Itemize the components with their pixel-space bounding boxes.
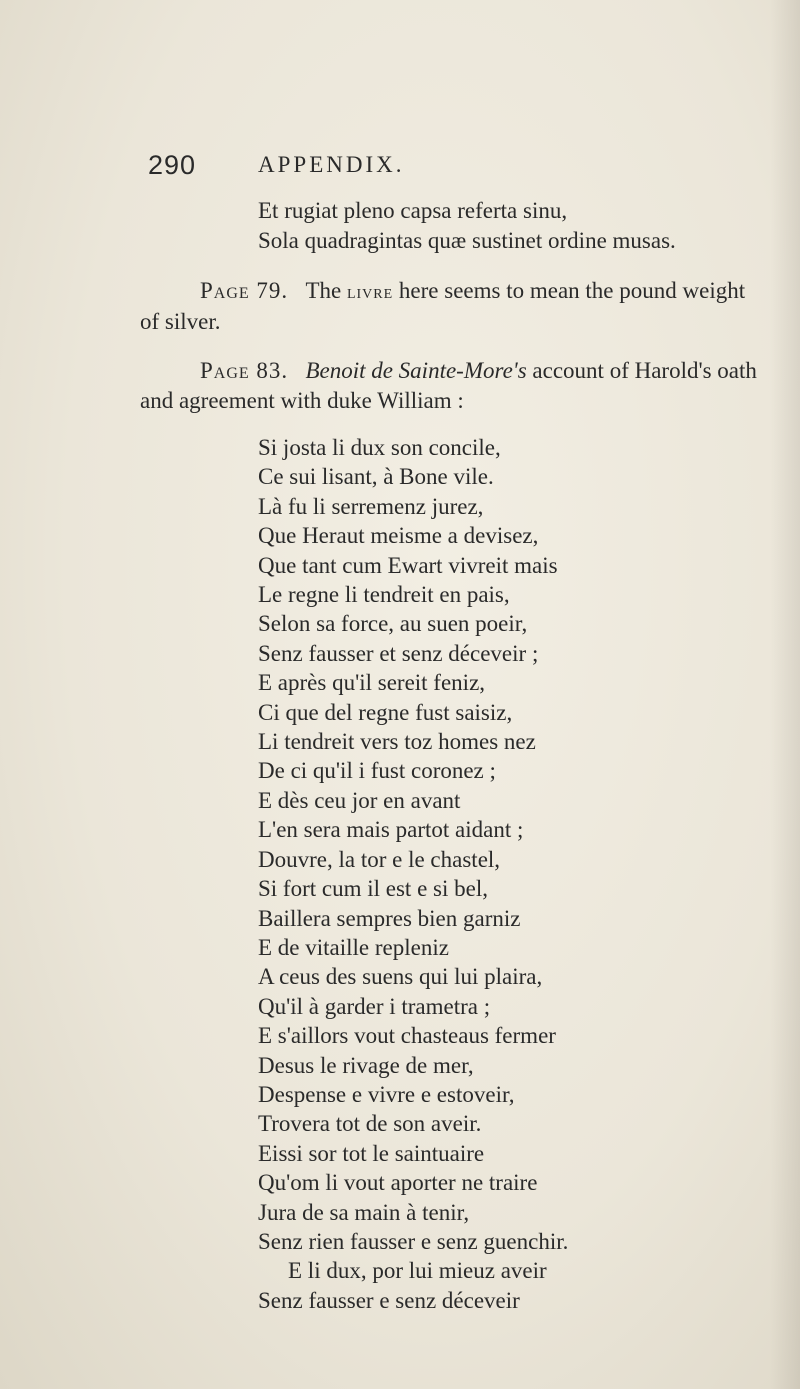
verse-line-indented: E li dux, por lui mieuz aveir <box>288 1258 547 1284</box>
verse-line: Si josta li dux son concile, <box>258 435 501 460</box>
note-keyword: livre <box>346 281 394 303</box>
verse-line: E après qu'il sereit feniz, <box>258 670 486 696</box>
page-edge-shading <box>770 0 800 1389</box>
verse-line: Senz fausser e senz déceveir <box>258 1287 520 1313</box>
note-page-reference: Page 83. <box>200 358 289 383</box>
verse-line: Jura de sa main à tenir, <box>258 1199 470 1225</box>
running-head <box>148 150 668 190</box>
verse-line: Qu'il à garder i trametra ; <box>258 993 491 1019</box>
note-text: account of Harold's oath <box>526 358 757 383</box>
verse-line: Si fort cum il est e si bel, <box>258 876 488 902</box>
verse-line: Que Heraut meisme a devisez, <box>258 523 539 549</box>
verse-line: Que tant cum Ewart vivreit mais <box>258 552 558 578</box>
note-page-83 <box>140 356 760 416</box>
verse-line: Desus le rivage de mer, <box>258 1052 474 1078</box>
verse-line: Trovera tot de son aveir. <box>258 1111 482 1137</box>
verse-line: Le regne li tendreit en pais, <box>258 582 510 608</box>
verse-line: Despense e vivre e estoveir, <box>258 1081 515 1107</box>
verse-line: Li tendreit vers toz homes nez <box>258 729 536 755</box>
note-page-79 <box>140 276 760 337</box>
verse-line: Qu'om li vout aporter ne traire <box>258 1170 538 1196</box>
old-french-verse-quote <box>258 433 568 1315</box>
running-title: APPENDIX. <box>258 152 405 177</box>
note-text: The <box>305 278 347 303</box>
verse-line: Ci que del regne fust saisiz, <box>258 699 513 725</box>
verse-line: L'en sera mais partot aidant ; <box>258 817 524 843</box>
verse-line: Baillera sempres bien garniz <box>258 905 521 931</box>
verse-line: Senz rien fausser e senz guenchir. <box>258 1228 569 1254</box>
verse-line: Ce sui lisant, à Bone vile. <box>258 464 494 490</box>
verse-line: Là fu li serremenz jurez, <box>258 493 484 519</box>
verse-line: De ci qu'il i fust coronez ; <box>258 758 496 784</box>
verse-line: A ceus des suens qui lui plaira, <box>258 964 543 990</box>
verse-line: Selon sa force, au suen poeir, <box>258 611 528 637</box>
page-number: 290 <box>148 150 197 180</box>
verse-line: Et rugiat pleno capsa referta sinu, <box>258 198 568 223</box>
note-continuation: of silver. <box>140 309 221 334</box>
verse-line: Eissi sor tot le saintuaire <box>258 1140 485 1166</box>
note-author-title: Benoit de Sainte-More's <box>305 358 527 383</box>
note-continuation: and agreement with duke William : <box>140 388 464 413</box>
verse-line: E s'aillors vout chasteaus fermer <box>258 1023 556 1049</box>
verse-line: E de vitaille repleniz <box>258 934 449 960</box>
note-page-reference: Page 79. <box>200 278 289 303</box>
note-text: here seems to mean the pound weight <box>393 278 746 303</box>
verse-line: E dès ceu jor en avant <box>258 787 461 813</box>
verse-line: Sola quadragintas quæ sustinet ordine musas. <box>258 228 676 253</box>
verse-line: Senz fausser et senz déceveir ; <box>258 640 539 666</box>
verse-line: Douvre, la tor e le chastel, <box>258 846 501 872</box>
latin-verse-quote <box>258 196 676 256</box>
